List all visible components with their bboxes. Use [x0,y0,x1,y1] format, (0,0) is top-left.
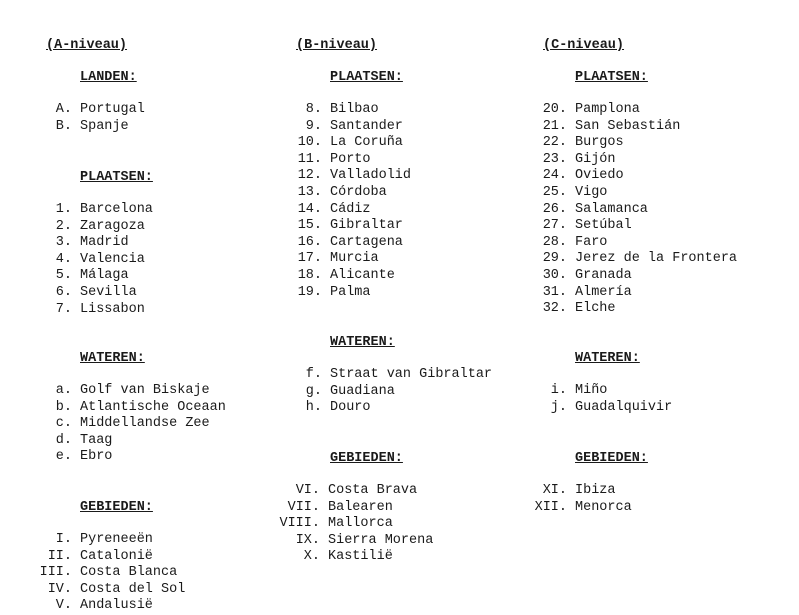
list-item [297,201,411,219]
item-label: Mallorca [328,516,393,532]
item-marker: 13. [297,184,322,200]
item-marker: IV. [47,581,72,597]
list-item [297,184,411,202]
item-label: Miño [575,383,608,398]
list-item [550,383,672,400]
item-marker: 8. [305,102,322,117]
item-marker: 4. [55,251,72,267]
list-plaatsen-b [297,102,412,301]
item-marker: 31. [542,284,567,300]
item-label: Catalonië [80,548,153,564]
item-marker: 17. [297,251,322,267]
item-marker: 21. [542,118,567,134]
list-item [297,135,411,152]
item-label: Guadalquivir [575,399,673,415]
item-label: Murcia [330,251,379,267]
list-item [297,267,411,285]
list-item [305,118,411,136]
item-label: Costa Blanca [80,565,178,581]
list-gebieden-c [534,483,632,516]
item-marker: VIII. [279,516,320,532]
item-label: Sevilla [80,284,137,300]
item-label: Guadiana [330,383,395,399]
item-marker: 26. [542,201,567,217]
list-item [55,284,153,302]
item-marker: B. [55,118,72,134]
list-item [55,432,226,450]
list-item [55,532,185,549]
list-wateren-c [550,383,673,416]
item-marker: 15. [297,218,322,234]
item-label: Málaga [80,268,129,284]
list-item [55,235,153,252]
item-marker: IX. [295,532,320,548]
list-item [279,516,433,533]
list-item [305,102,411,119]
list-gebieden-a [39,532,186,615]
list-item [297,218,411,235]
item-label: Granada [575,267,632,283]
list-item [297,234,411,252]
item-label: Jerez de la Frontera [575,251,738,267]
item-label: Andalusië [80,598,153,614]
item-label: Portugal [80,102,145,117]
list-item [39,565,185,582]
item-label: Costa del Sol [80,581,186,597]
item-marker: VII. [287,499,320,515]
list-item [542,151,737,169]
item-label: Cádiz [330,201,371,217]
level-title-c: (C-niveau) [543,38,625,53]
item-label: Setúbal [575,218,632,234]
list-item [55,416,226,433]
item-label: Ibiza [575,483,616,498]
level-title-a: (A-niveau) [46,38,128,53]
item-label: Bilbao [330,102,379,117]
item-marker: i. [550,383,567,398]
list-item [542,184,737,202]
item-marker: 12. [297,168,322,184]
item-label: Valencia [80,251,145,267]
item-label: San Sebastián [575,118,681,134]
item-marker: f. [305,367,322,382]
heading-gebieden-a: GEBIEDEN: [80,500,153,515]
list-plaatsen-a [55,202,153,318]
item-marker: 25. [542,184,567,200]
item-marker: III. [39,565,72,581]
item-label: Salamanca [575,201,648,217]
item-marker: 6. [55,284,72,300]
item-label: Elche [575,301,616,317]
item-marker: 23. [542,151,567,167]
item-marker: V. [55,598,72,614]
item-marker: a. [55,383,72,398]
item-label: Middellandse Zee [80,416,210,432]
item-marker: 19. [297,284,322,300]
list-item [542,284,737,302]
list-item [305,400,492,417]
item-marker: XII. [534,499,567,515]
item-label: Balearen [328,499,393,515]
list-item [55,598,185,615]
item-label: Costa Brava [328,483,418,498]
item-marker: 5. [55,268,72,284]
item-label: Menorca [575,499,632,515]
item-marker: A. [55,102,72,117]
item-label: Alicante [330,267,395,283]
item-marker: b. [55,399,72,415]
list-item [297,284,411,302]
item-marker: c. [55,416,72,432]
list-item [542,267,737,285]
item-label: Almería [575,284,632,300]
item-label: Atlantische Oceaan [80,399,226,415]
item-marker: 11. [297,151,322,167]
list-item [305,383,492,401]
item-label: Ebro [80,449,113,465]
list-item [542,218,737,235]
item-marker: 32. [542,301,567,317]
list-item [542,234,737,252]
item-marker: 30. [542,267,567,283]
list-item [295,532,434,550]
item-marker: I. [55,532,72,547]
heading-plaatsen-c: PLAATSEN: [575,70,648,85]
item-label: Pamplona [575,102,640,117]
item-label: Oviedo [575,168,624,184]
list-item [297,168,412,185]
list-item [550,399,673,417]
item-marker: VI. [295,483,320,498]
list-item [303,549,433,566]
heading-landen-a: LANDEN: [80,70,137,85]
item-marker: 29. [542,251,567,267]
list-item [55,218,153,236]
item-label: Córdoba [330,184,387,200]
item-label: Burgos [575,135,624,151]
list-item [542,102,737,119]
list-item [542,118,737,136]
item-label: Zaragoza [80,218,145,234]
item-marker: 7. [55,301,72,317]
item-label: Golf van Biskaje [80,383,210,398]
item-marker: 9. [305,118,322,134]
item-marker: 27. [542,218,567,234]
item-label: Sierra Morena [328,532,434,548]
list-item [55,399,226,417]
list-item [287,499,433,517]
list-plaatsen-c [542,102,738,318]
list-item [542,201,737,219]
list-item [297,251,411,268]
item-marker: II. [47,548,72,564]
heading-gebieden-b: GEBIEDEN: [330,451,403,466]
item-label: Pyreneeën [80,532,153,547]
item-label: Valladolid [330,168,412,184]
heading-plaatsen-a: PLAATSEN: [80,170,153,185]
heading-wateren-c: WATEREN: [575,351,640,366]
item-marker: h. [305,400,322,416]
item-label: Vigo [575,184,608,200]
list-landen-a [55,102,145,135]
item-label: Porto [330,151,371,167]
list-item [55,268,153,285]
item-label: Palma [330,284,371,300]
list-item [55,202,153,219]
heading-wateren-b: WATEREN: [330,335,395,350]
list-item [542,483,632,500]
list-item [55,118,145,136]
list-item [297,151,411,169]
level-title-b: (B-niveau) [296,38,378,53]
item-marker: d. [55,432,72,448]
list-item [55,301,153,319]
item-label: Kastilië [328,549,393,565]
heading-gebieden-c: GEBIEDEN: [575,451,648,466]
list-item [47,581,186,599]
item-label: Taag [80,432,113,448]
item-marker: XI. [542,483,567,498]
item-label: Lissabon [80,301,145,317]
list-item [542,301,737,318]
item-marker: 18. [297,267,322,283]
item-label: Spanje [80,118,129,134]
item-marker: j. [550,399,567,415]
item-marker: g. [305,383,322,399]
item-label: Douro [330,400,371,416]
item-marker: 14. [297,201,322,217]
item-marker: 28. [542,234,567,250]
item-label: Straat van Gibraltar [330,367,493,382]
list-wateren-a [55,383,226,466]
item-marker: e. [55,449,72,465]
item-label: Cartagena [330,234,403,250]
item-label: La Coruña [330,135,403,151]
list-item [542,251,738,268]
list-item [55,449,226,466]
item-marker: 24. [542,168,567,184]
item-marker: X. [303,549,320,565]
item-label: Barcelona [80,202,153,217]
item-marker: 16. [297,234,322,250]
list-wateren-b [305,367,493,417]
list-item [534,499,632,517]
item-marker: 1. [55,202,72,217]
heading-plaatsen-b: PLAATSEN: [330,70,403,85]
list-item [295,483,433,500]
item-label: Santander [330,118,403,134]
list-item [47,548,185,566]
list-item [55,102,145,119]
item-label: Gibraltar [330,218,403,234]
list-item [55,251,153,269]
list-item [305,367,493,384]
item-marker: 3. [55,235,72,251]
item-marker: 22. [542,135,567,151]
list-item [542,168,737,185]
list-gebieden-b [279,483,434,566]
item-marker: 20. [542,102,567,117]
heading-wateren-a: WATEREN: [80,351,145,366]
list-item [542,135,737,152]
item-marker: 2. [55,218,72,234]
item-label: Madrid [80,235,129,251]
item-marker: 10. [297,135,322,151]
item-label: Gijón [575,151,616,167]
item-label: Faro [575,234,608,250]
list-item [55,383,226,400]
